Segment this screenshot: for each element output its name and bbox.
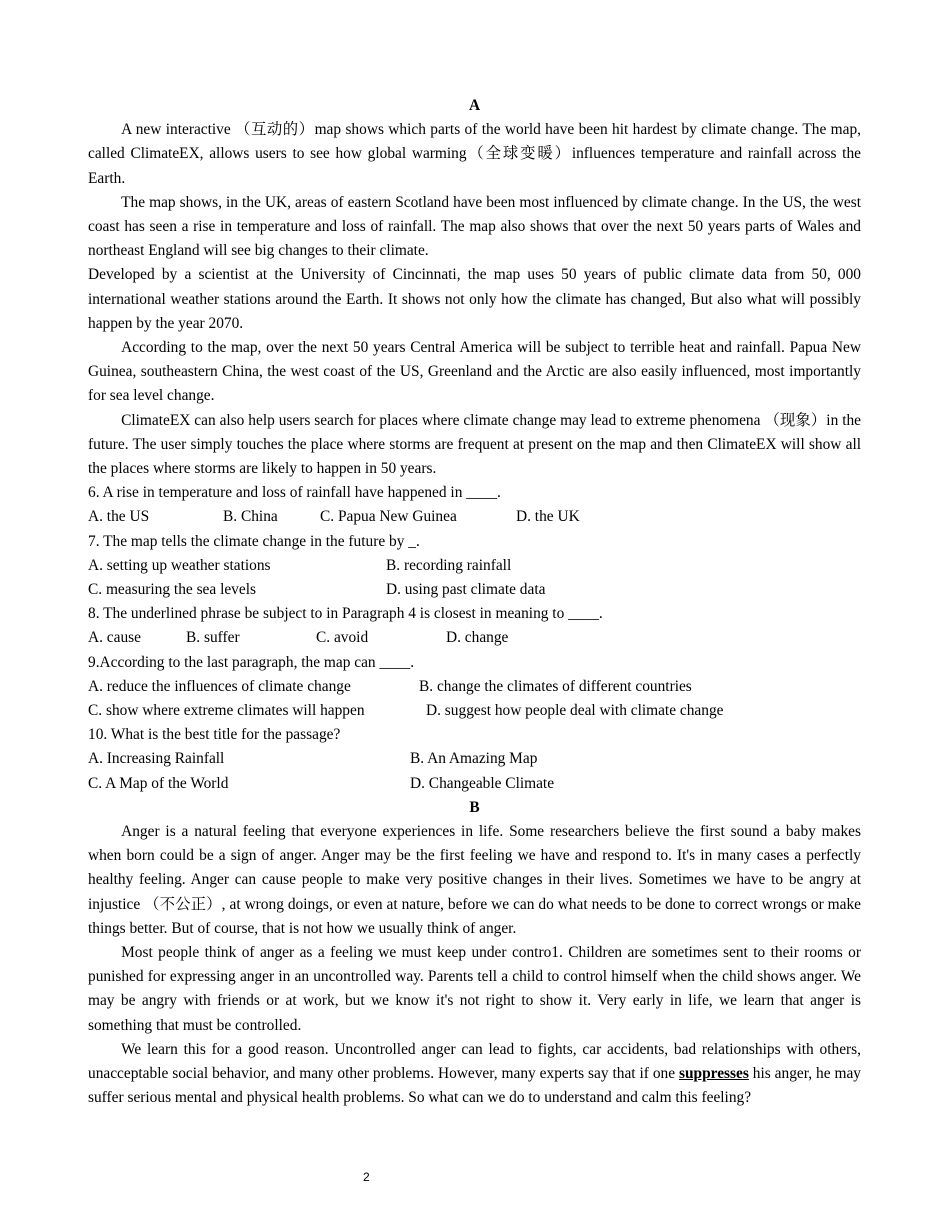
question-9-options-row-2 bbox=[88, 699, 861, 723]
option-c: C. A Map of the World bbox=[88, 774, 229, 792]
section-a-heading: A bbox=[468, 97, 481, 114]
option-a: A. the US bbox=[88, 508, 150, 526]
question-6-stem: 6. A rise in temperature and loss of rainfall have happened in ____. bbox=[88, 484, 501, 502]
option-c: C. avoid bbox=[316, 629, 369, 647]
option-b: B. recording rainfall bbox=[386, 556, 512, 574]
section-b-paragraph-3 bbox=[88, 1038, 861, 1111]
section-b-paragraph-2: Most people think of anger as a feeling we must keep under contro1. Children are sometimes sent to their rooms or punished for expressing anger in an uncontrolled way. Parents tell a child to control himself when the child shows anger. We may be angry with friends or at work, but we know it's not right to show it. Very early in life, we learn that anger is something that must be controlled. bbox=[88, 943, 861, 1034]
option-a: A. Increasing Rainfall bbox=[88, 750, 225, 768]
option-a: A. reduce the influences of climate change bbox=[88, 677, 351, 695]
section-a-paragraph-5: ClimateEX can also help users search for places where climate change may lead to extreme phenomena （现象）in the future. The user simply touches the place where storms are frequent at present on the map and then ClimateEX will show all the places where storms are likely to happen in 50 years. bbox=[88, 411, 861, 478]
option-a: A. setting up weather stations bbox=[88, 556, 271, 574]
option-d: D. Changeable Climate bbox=[410, 774, 555, 792]
question-9-stem: 9.According to the last paragraph, the map can ____. bbox=[88, 653, 415, 671]
question-8-options bbox=[88, 626, 861, 650]
option-b: B. China bbox=[223, 508, 278, 526]
option-d: D. using past climate data bbox=[386, 581, 546, 599]
document-page bbox=[88, 94, 861, 1110]
option-b: B. change the climates of different countries bbox=[419, 677, 692, 695]
option-d: D. the UK bbox=[516, 508, 580, 526]
section-a-paragraph-4: According to the map, over the next 50 years Central America will be subject to terrible heat and rainfall. Papua New Guinea, southeastern China, the west coast of the US, Greenland and the Arctic are also easily influenced, most importantly for sea level change. bbox=[88, 339, 861, 405]
option-c: C. show where extreme climates will happen bbox=[88, 702, 365, 719]
option-a: A. cause bbox=[88, 629, 141, 647]
section-a-paragraph-2: The map shows, in the UK, areas of eastern Scotland have been most influenced by climate change. In the US, the west coast has seen a rise in temperature and loss of rainfall. The map also shows that over the next 50 years parts of Wales and northeast England will see big changes to their climate. bbox=[88, 193, 861, 260]
question-8-stem: 8. The underlined phrase be subject to in Paragraph 4 is closest in meaning to ____. bbox=[88, 605, 603, 623]
question-7-options-row-1 bbox=[88, 554, 861, 578]
question-10-options-row-1 bbox=[88, 747, 861, 771]
option-b: B. An Amazing Map bbox=[410, 750, 538, 768]
option-d: D. suggest how people deal with climate change bbox=[426, 702, 724, 719]
question-7-options-row-2 bbox=[88, 578, 861, 602]
option-c: C. Papua New Guinea bbox=[320, 508, 457, 526]
option-d: D. change bbox=[446, 629, 509, 647]
section-b-paragraph-1: Anger is a natural feeling that everyone experiences in life. Some researchers believe the first sound a baby makes when born could be a sign of anger. Anger may be the first feeling we have and respond to. It's in many cases a perfectly healthy feeling. Anger can cause people to make very positive changes in their lives. Sometimes we have to be angry at injustice （不公正）, at wrong doings, or even at nature, before we can do what needs to be done to correct wrongs or make things better. But of course, that is not how we usually think of anger. bbox=[88, 822, 861, 937]
paragraph-text-before: We learn this for a good reason. Uncontrolled anger can lead to fights, car accidents, bad relationships with others, unacceptable social behavior, and many other problems. However, many experts say that if one bbox=[88, 1040, 861, 1082]
paragraph-text-after: his anger, he may suffer serious mental and physical health problems. So what can we do to understand and calm this feeling? bbox=[88, 1065, 861, 1107]
section-a-paragraph-3: Developed by a scientist at the University of Cincinnati, the map uses 50 years of public climate data from 50, 000 international weather stations around the Earth. It shows not only how the climate has changed, But also what will possibly happen by the year 2070. bbox=[88, 266, 861, 332]
option-c: C. measuring the sea levels bbox=[88, 581, 256, 599]
question-7-stem: 7. The map tells the climate change in the future by _. bbox=[88, 532, 420, 550]
underlined-word: suppresses bbox=[679, 1065, 749, 1082]
page-number: 2 bbox=[363, 1170, 370, 1184]
question-9-options-row-1 bbox=[88, 675, 861, 699]
question-10-options-row-2 bbox=[88, 772, 861, 796]
question-6-options bbox=[88, 505, 861, 529]
question-10-stem: 10. What is the best title for the passage? bbox=[88, 726, 341, 744]
section-b-heading: B bbox=[469, 798, 480, 816]
section-a-paragraph-1: A new interactive （互动的）map shows which parts of the world have been hit hardest by climate change. The map, called ClimateEX, allows users to see how global warming（全球变暖）influences temperature and rainfall across the Earth. bbox=[88, 121, 861, 187]
option-b: B. suffer bbox=[186, 629, 240, 647]
